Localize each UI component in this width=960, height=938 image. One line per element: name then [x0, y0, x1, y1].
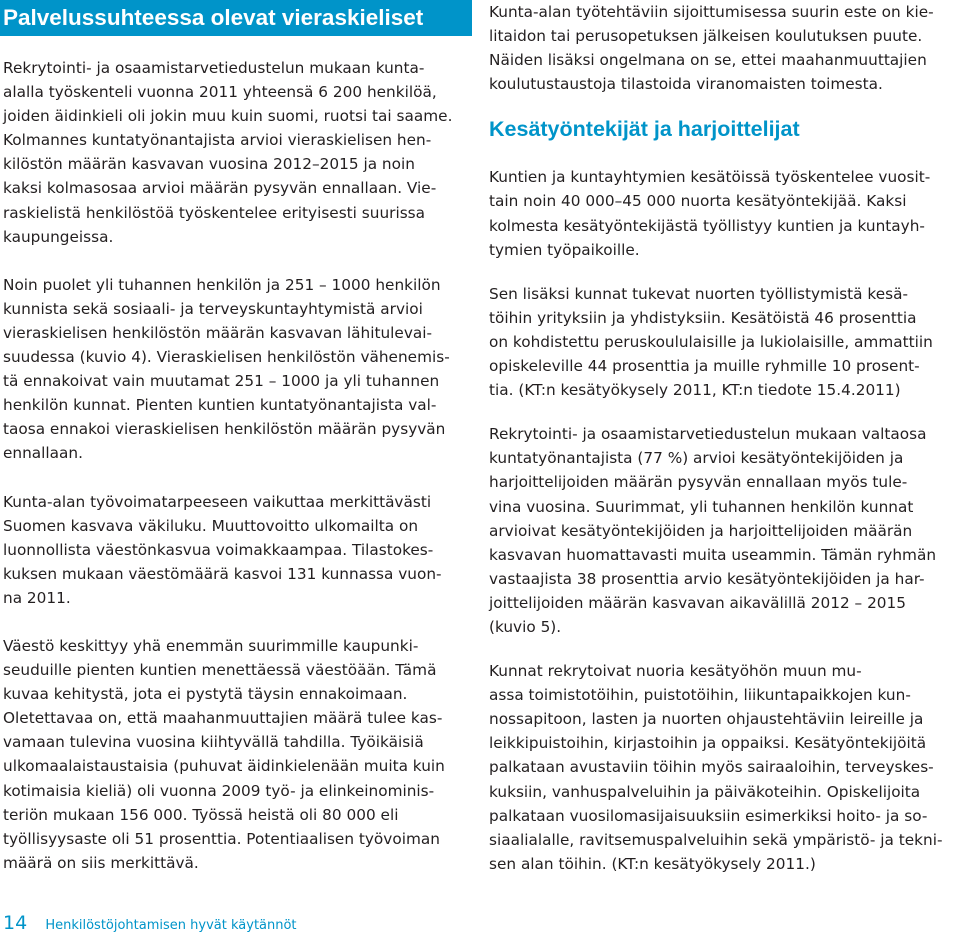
text-line: henkilön kunnat. Pienten kuntien kuntatyönantajista val- — [3, 396, 437, 415]
text-line: raskielistä henkilöstöä työskentelee erityisesti suurissa — [3, 203, 426, 222]
text-line: tä ennakoivat vain muutamat 251 – 1000 ja yli tuhannen — [3, 372, 440, 391]
text-line: harjoittelijoiden määrän pysyvän ennallaan myös tule- — [489, 473, 908, 492]
paragraph — [3, 634, 472, 875]
text-line: Noin puolet yli tuhannen henkilön ja 251 – 1000 henkilön — [3, 275, 441, 294]
text-line: Rekrytointi- ja osaamistarvetiedustelun mukaan kunta- — [3, 59, 425, 77]
text-line: vieraskielisen henkilöstön määrän kasvavan lähitulevai- — [3, 323, 433, 342]
text-line: Kunta-alan työtehtäviin sijoittumisessa suurin este on kie- — [489, 3, 934, 21]
text-line: ulkomaalaistaustaisia (puhuvat äidinkielenään muita kuin — [3, 757, 445, 776]
paragraph — [3, 273, 472, 466]
text-line: alalla työskenteli vuonna 2011 yhteensä 6 200 henkilöä, — [3, 83, 437, 102]
text-line: kolmesta kesätyöntekijästä työllistyy kuntien ja kuntayh- — [489, 216, 925, 235]
text-line: nossapitoon, lasten ja nuorten ohjaustehtäviin leireille ja — [489, 710, 924, 729]
text-line: sen alan töihin. (KT:n kesätyökysely 2011.) — [489, 854, 816, 873]
text-line: kaupungeissa. — [3, 227, 114, 246]
text-line: koulutustaustoja tilastoida viranomaisten toimesta. — [489, 75, 883, 94]
paragraph — [3, 56, 472, 249]
intro-paragraph — [489, 0, 957, 96]
text-line: on kohdistettu peruskoululaisille ja lukiolaisille, ammattiin — [489, 332, 933, 351]
section-heading: Palvelussuhteessa olevat vieraskieliset — [3, 5, 424, 30]
text-line: litaidon tai perusopetuksen jälkeisen koulutuksen puute. — [489, 27, 923, 46]
text-line: Rekrytointi- ja osaamistarvetiedustelun mukaan valtaosa — [489, 425, 927, 444]
text-line: teriön mukaan 156 000. Työssä heistä oli 80 000 eli — [3, 805, 399, 824]
text-line: ennallaan. — [3, 444, 83, 463]
text-line: leikkipuistoihin, kirjastoihin ja oppaiksi. Kesätyöntekijöitä — [489, 734, 927, 753]
text-line: palkataan avustaviin töihin myös sairaaloihin, terveyskes- — [489, 758, 934, 777]
paragraph — [3, 490, 472, 610]
text-line: kunnista sekä sosiaali- ja terveyskuntayhtymistä arvioi — [3, 299, 423, 318]
page-footer — [0, 912, 297, 937]
text-line: Väestö keskittyy yhä enemmän suurimmille kaupunki- — [3, 636, 419, 655]
text-line: Kunta-alan työvoimatarpeeseen vaikuttaa merkittävästi — [3, 492, 432, 511]
text-line: assa toimistotöihin, puistotöihin, liikuntapaikkojen kun- — [489, 686, 911, 705]
text-line: kuksiin, vanhuspalveluihin ja päiväkoteihin. Opiskelijoita — [489, 782, 921, 801]
text-line: vina vuosina. Suurimmat, yli tuhannen henkilön kunnat — [489, 497, 914, 516]
text-line: kaksi kolmasosaa arvioi määrän pysyvän ennallaan. Vie- — [3, 179, 437, 198]
text-line: töihin yrityksiin ja yhdistyksiin. Kesätöistä 46 prosenttia — [489, 308, 917, 327]
text-line: (kuvio 5). — [489, 617, 562, 636]
text-line: arvioivat kesätyöntekijöiden ja harjoittelijoiden määrän — [489, 521, 913, 540]
page-number: 14 — [3, 912, 28, 934]
text-line: suudessa (kuvio 4). Vieraskielisen henkilöstön vähenemis- — [3, 348, 450, 367]
text-line: Kuntien ja kuntayhtymien kesätöissä työskentelee vuosit- — [489, 168, 931, 187]
text-line: luonnollista väestönkasvua voimakkaampaa. Tilastokes- — [3, 540, 434, 559]
text-line: kuvaa kehitystä, jota ei pystytä täysin ennakoimaan. — [3, 685, 408, 704]
text-line: tain noin 40 000–45 000 nuorta kesätyöntekijää. Kaksi — [489, 192, 907, 211]
text-line: vastaajista 38 prosenttia arvio kesätyöntekijöiden ja har- — [489, 569, 925, 588]
text-line: työllisyysaste oli 51 prosenttia. Potentiaalisen työvoiman — [3, 829, 440, 848]
paragraph — [489, 282, 957, 402]
text-line: tia. (KT:n kesätyökysely 2011, KT:n tiedote 15.4.2011) — [489, 381, 901, 400]
text-line: siaalialalle, ravitsemuspalveluihin sekä ympäristö- ja tekni- — [489, 830, 943, 849]
paragraph — [489, 165, 957, 261]
text-line: joittelijoiden määrän kasvavan aikavälillä 2012 – 2015 — [489, 593, 906, 612]
right-column — [489, 0, 957, 896]
text-line: Suomen kasvava väkiluku. Muuttovoitto ulkomailta on — [3, 516, 419, 535]
text-line: vamaan tulevina vuosina kiihtyvällä tahdilla. Työikäisiä — [3, 733, 424, 752]
text-line: kuntatyönantajista (77 %) arvioi kesätyöntekijöiden ja — [489, 449, 904, 468]
text-line: tymien työpaikoille. — [489, 240, 640, 259]
text-line: kuksen mukaan väestömäärä kasvoi 131 kunnassa vuon- — [3, 564, 442, 583]
section-heading-bar — [0, 0, 472, 36]
text-line: kilöstön määrän kasvavan vuosina 2012–2015 ja noin — [3, 155, 415, 174]
paragraph — [489, 422, 957, 639]
text-line: seuduille pienten kuntien menettäessä väestöään. Tämä — [3, 661, 437, 680]
text-line: taosa ennakoi vieraskielisen henkilöstön määrän pysyvän — [3, 420, 446, 439]
text-line: palkataan vuosilomasijaisuuksiin esimerkiksi hoito- ja so- — [489, 806, 928, 825]
text-line: Kolmannes kuntatyönantajista arvioi vieraskielisen hen- — [3, 131, 432, 150]
left-column — [0, 0, 472, 899]
subsection-heading: Kesätyöntekijät ja harjoittelijat — [489, 117, 800, 142]
text-line: määrä on siis merkittävä. — [3, 853, 199, 872]
paragraph — [489, 659, 957, 876]
publication-title: Henkilöstöjohtamisen hyvät käytännöt — [45, 918, 297, 933]
text-line: Kunnat rekrytoivat nuoria kesätyöhön muun mu- — [489, 662, 862, 681]
text-line: na 2011. — [3, 588, 71, 607]
left-paragraphs — [0, 56, 472, 875]
text-line: opiskeleville 44 prosenttia ja muille ryhmille 10 prosent- — [489, 357, 920, 376]
text-line: kotimaisia kieliä) oli vuonna 2009 työ- ja elinkeinominis- — [3, 781, 435, 800]
text-line: Sen lisäksi kunnat tukevat nuorten työllistymistä kesä- — [489, 284, 908, 303]
text-line: Oletettavaa on, että maahanmuuttajien määrä tulee kas- — [3, 709, 443, 728]
text-line: kasvavan huomattavasti muita useammin. Tämän ryhmän — [489, 545, 937, 564]
text-line: joiden äidinkieli oli jokin muu kuin suomi, ruotsi tai saame. — [3, 107, 453, 126]
text-line: Näiden lisäksi ongelmana on se, ettei maahanmuuttajien — [489, 51, 927, 70]
